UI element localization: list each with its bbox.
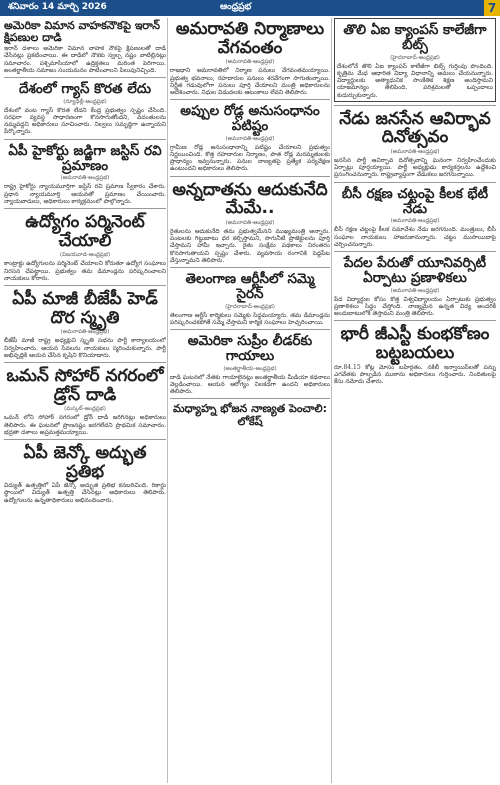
article	[334, 323, 496, 385]
article-headline: అమరావతి నిర్మాణాలు వేగవంతం	[175, 19, 325, 58]
article	[4, 211, 166, 282]
article-headline: ఉద్యోగం పర్మినెంట్ చేయాలి	[25, 211, 145, 251]
article-body: రాజధాని అమరావతిలో నిర్మాణ పనులు వేగవంతమయ్యాయి. ప్రభుత్వ భవనాలు, రహదారుల పనులు శరవేగంగా సాగుతున్నాయి. నిర్ణీత గడువులోగా పనులు పూర్తి చేయాలని మంత్రి అధికారులను ఆదేశించారు. నిధుల విడుదలకు ఆటంకాలు లేవని తెలిపారు.	[170, 67, 330, 96]
article	[4, 288, 166, 359]
article-body: జనసేన పార్టీ ఆవిర్భావ దినోత్సవాన్ని ఘనంగా నిర్వహించేందుకు ఏర్పాట్లు పూర్తయ్యాయి. పార్టీ అధ్యక్షుడు కార్యకర్తలను ఉద్దేశించి ప్రసంగించనున్నారు. రాష్ట్రవ్యాప్తంగా వేడుకలు జరగనున్నాయి.	[334, 157, 496, 179]
article-dateline: (విజయవాడ-ఆంధ్రప్రభ)	[59, 252, 111, 259]
article	[170, 332, 330, 395]
article	[334, 185, 496, 248]
column-center	[170, 18, 330, 783]
article-body: గ్రామీణ రోడ్ల అనుసంధానాన్ని పటిష్టం చేయాలని ప్రభుత్వం నిర్ణయించింది. కొత్త రహదారుల నిర్మాణం, పాత రోడ్ల మరమ్మతులకు ప్రాధాన్యం ఇవ్వనున్నారు. పనుల నాణ్యతపై ప్రత్యేక పర్యవేక్షణ ఉంటుందని అధికారులు తెలిపారు.	[170, 143, 330, 173]
article	[170, 270, 330, 326]
article-headline: అమెరికా విమాన వాహకనౌకపై ఇరాన్ క్షిపణుల దాడి	[4, 19, 161, 45]
article	[4, 365, 166, 436]
article-headline: భారీ జీఎస్టీ కుంభకోణం బట్టబయలు	[340, 324, 490, 363]
article-dateline: (అమరావతి-ఆంధ్రప్రభ)	[225, 220, 275, 227]
article-dateline: (మస్కట్-ఆంధ్రప్రభ)	[64, 406, 106, 413]
article-body: బీసీ రక్షణ చట్టంపై కీలక సమావేశం నేడు జరగనుంది. మంత్రులు, బీసీ సంఘాల నాయకులు హాజరుకానున్నారు. చట్టం ముసాయిదాపై చర్చించనున్నారు.	[334, 226, 496, 248]
article-body: పేద విద్యార్థుల కోసం కొత్త విశ్వవిద్యాలయం ఏర్పాటుకు ప్రభుత్వం ప్రణాళికలు సిద్ధం చేస్తోంది. నాణ్యమైన ఉన్నత విద్య అందరికీ అందుబాటులోకి తెస్తామని మంత్రి తెలిపారు.	[334, 295, 496, 318]
issue-date: శనివారం 14 మార్చి 2026	[8, 2, 107, 12]
article-body: దేశంలో వంట గ్యాస్ కొరత లేదని కేంద్ర ప్రభుత్వం స్పష్టం చేసింది. సరఫరా వ్యవస్థ సాధారణంగా కొనసాగుతోందని, వదంతులను నమ్మవద్దని అధికారులు సూచించారు. నిల్వలు సమృద్ధిగా ఉన్నాయని పేర్కొన్నారు.	[4, 106, 166, 136]
article-headline: తొలి ఏఐ క్యాంపస్ కాలేజీగా బిట్స్	[343, 22, 487, 53]
article	[170, 179, 330, 264]
article-body: ఇరాన్ దళాలు అమెరికా విమాన వాహక నౌకపై క్షిపణులతో దాడి చేసినట్లు ప్రకటించాయి. ఈ దాడిలో నౌకకు స్వల్ప నష్టం వాటిల్లినట్లు సమాచారం. పశ్చిమాసియాలో ఉద్రిక్తతలు మరింత పెరిగాయి. అంతర్జాతీయ సమాజం సంయమనం పాటించాలని పిలుపునిచ్చింది.	[4, 45, 166, 74]
column-right	[334, 18, 496, 783]
page-number: 7	[484, 0, 500, 16]
article-headline: అప్పుల రోడ్ల అనుసంధానం పటిష్టం	[180, 103, 320, 135]
article-dateline: (అమరావతి-ఆంధ్రప్రభ)	[390, 287, 440, 294]
article	[334, 108, 496, 179]
article-dateline: (అమరావతి-ఆంధ్రప్రభ)	[225, 59, 275, 66]
article-dateline: (అంతర్జాతీయ-ఆంధ్రప్రభ)	[223, 365, 277, 372]
article-dateline: (అమరావతి-ఆంధ్రప్రభ)	[225, 135, 275, 142]
article-headline: ఏపీ జెన్కో అద్భుత ప్రతిభ	[23, 442, 147, 482]
article-body: ఒమన్ లోని సోహార్ నగరంలో డ్రోన్ దాడి జరిగినట్లు అధికారులు తెలిపారు. ఈ ఘటనలో ప్రాణనష్టం జరగలేదని ప్రాథమిక సమాచారం. భద్రతా దళాలు అప్రమత్తమయ్యాయి.	[4, 414, 166, 436]
article-dateline: (అమరావతి-ఆంధ్రప్రభ)	[390, 149, 440, 156]
article-headline: ఒమన్ సోహార్ నగరంలో డ్రోన్ దాడి	[6, 365, 164, 405]
article-headline: తెలంగాణ ఆర్టీసీలో సమ్మె సైరన్	[185, 271, 315, 302]
article-body: రాష్ట్ర హైకోర్టు న్యాయమూర్తిగా జస్టిస్ రవి ప్రమాణ స్వీకారం చేశారు. ప్రధాన న్యాయమూర్తి ఆయనతో ప్రమాణం చేయించారు. న్యాయవాదులు, అధికారులు కార్యక్రమంలో పాల్గొన్నారు.	[4, 183, 166, 205]
article-body: రైతులను ఆదుకునేది తమ ప్రభుత్వమేనని ముఖ్యమంత్రి అన్నారు. పంటలకు గిట్టుబాటు ధర కల్పిస్తామని, సాగునీటి ప్రాజెక్టులను పూర్తి చేస్తామని హామీ ఇచ్చారు. రైతు సంక్షేమ పథకాలు నిరంతరం కొనసాగుతాయని స్పష్టం చేశారు. వ్యవసాయ రంగానికి పెద్దపీట వేస్తున్నామని తెలిపారు.	[170, 228, 330, 264]
article-headline: దేశంలో గ్యాస్ కొరత లేదు	[18, 81, 152, 97]
article	[4, 18, 166, 74]
article-body: తెలంగాణ ఆర్టీసీ కార్మికులు సమ్మెకు సిద్ధమయ్యారు. తమ డిమాండ్లను పరిష్కరించకపోతే సమ్మె చేస్తామని కార్మిక సంఘాలు హెచ్చరించాయి.	[170, 311, 330, 326]
article	[4, 142, 166, 205]
column-left	[4, 18, 166, 783]
article	[4, 442, 166, 504]
article	[170, 102, 330, 173]
article	[170, 18, 330, 96]
article-body: కాంట్రాక్టు ఉద్యోగులను పర్మినెంట్ చేయాలని కోరుతూ ఉద్యోగ సంఘాలు నిరసన చేపట్టాయి. ప్రభుత్వం తమ డిమాండ్లను పరిష్కరించాలని నాయకులు కోరారు.	[4, 260, 166, 282]
article-headline: బీసీ రక్షణ చట్టంపై కీలక భేటీ నేడు	[341, 185, 489, 217]
article-dateline: (హైదరాబాద్-ఆంధ్రప్రభ)	[225, 303, 275, 310]
article-body: దాడి ఘటనలో నేతకు గాయాలైనట్లు అంతర్జాతీయ మీడియా కథనాలు వెల్లడించాయి. ఆయన ఆరోగ్యం నిలకడగా ఉందని అధికారులు తెలిపారు.	[170, 373, 330, 396]
article-body: దేశంలోనే తొలి ఏఐ క్యాంపస్ కాలేజీగా బిట్స్ గుర్తింపు పొందింది. కృత్రిమ మేధ ఆధారిత విద్యా విధానాన్ని అమలు చేయనున్నారు. విద్యార్థులకు అత్యాధునిక సాంకేతిక శిక్షణ అందిస్తామని యాజమాన్యం తెలిపింది. పరిశ్రమలతో ఒప్పందాలు కుదుర్చుకున్నారు.	[337, 62, 493, 99]
article	[334, 18, 496, 102]
article	[4, 80, 166, 136]
article-dateline: (న్యూఢిల్లీ-ఆంధ్రప్రభ)	[63, 98, 107, 105]
article-dateline: (అమరావతి-ఆంధ్రప్రభ)	[390, 218, 440, 225]
article-headline: ఏపీ హైకోర్టు జడ్జిగా జస్టిస్ రవి ప్రమాణం	[8, 142, 162, 174]
column-divider	[167, 18, 168, 783]
column-divider	[331, 18, 332, 783]
article-headline: ఏపీ మాజీ బీజేపీ హెడ్ దొర స్మృతి	[12, 288, 158, 328]
article-dateline: (అమరావతి-ఆంధ్రప్రభ)	[60, 175, 110, 182]
article-headline: అమెరికా సుప్రీం లీడర్‌కు గాయాలు	[187, 333, 313, 365]
article	[170, 401, 330, 428]
article-body: రూ.84.15 కోట్ల మోసం బహిర్గతం. నకిలీ ఇన్వాయిస్‌లతో పన్ను ఎగవేతకు పాల్పడిన ముఠాను అధికారులు గుర్తించారు. నిందితులపై కేసు నమోదు చేశారు.	[334, 363, 496, 386]
newspaper-name: ఆంధ్రప్రభ	[220, 2, 252, 12]
article-dateline: (అమరావతి-ఆంధ్రప్రభ)	[60, 329, 110, 336]
masthead	[0, 0, 500, 16]
article-headline: అన్నదాతను ఆదుకునేది మేమే..	[172, 179, 328, 219]
article	[334, 254, 496, 317]
article-dateline: (హైదరాబాద్-ఆంధ్రప్రభ)	[390, 54, 440, 61]
article-headline: పేదల పేరుతో యూనివర్సిటీ ఏర్పాటు ప్రణాళికలు	[343, 254, 487, 286]
article-headline: మధ్యాహ్న భోజన నాణ్యత పెంచాలి: లోకేష్	[172, 402, 328, 428]
article-body: బీజేపీ మాజీ రాష్ట్ర అధ్యక్షుని స్మృతి సభను పార్టీ కార్యాలయంలో నిర్వహించారు. ఆయన సేవలను నాయకులు స్మరించుకున్నారు. పార్టీ అభివృద్ధికి ఆయన చేసిన కృషిని కొనియాడారు.	[4, 337, 166, 359]
article-headline: నేడు జనసేన ఆవిర్భావ దినోత్సవం	[339, 108, 491, 148]
article-body: విద్యుత్ ఉత్పత్తిలో ఏపీ జెన్కో అద్భుత ప్రతిభ కనబరిచింది. రికార్డు స్థాయిలో విద్యుత్ ఉత్పత్తి చేసినట్లు అధికారులు తెలిపారు. ఉద్యోగులను ఉన్నతాధికారులు అభినందించారు.	[4, 482, 166, 504]
